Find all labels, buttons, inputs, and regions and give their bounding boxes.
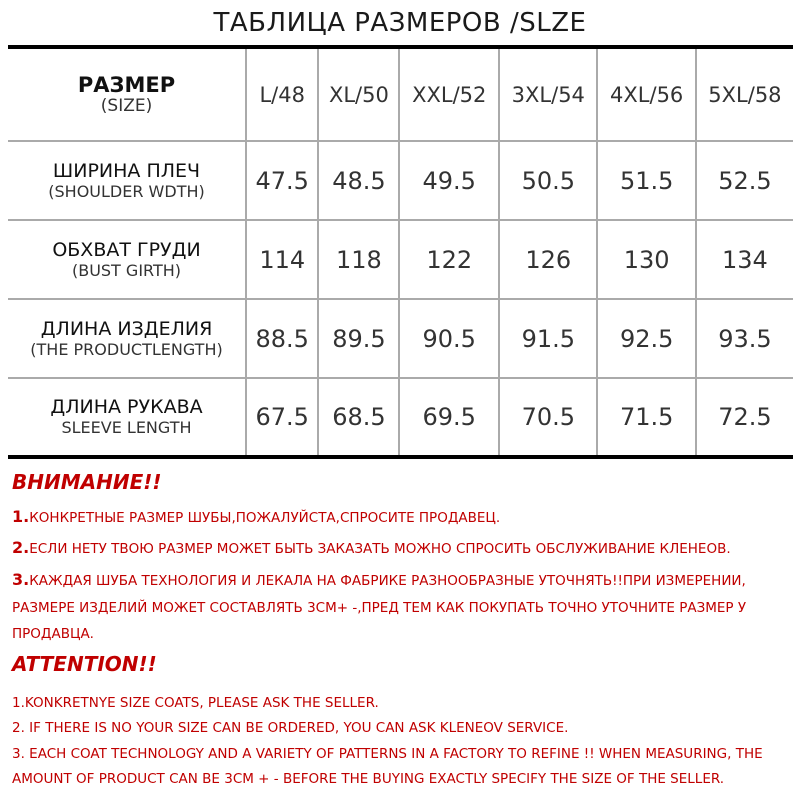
table-cell: 49.5: [399, 141, 499, 220]
header-label-en: (SIZE): [100, 95, 153, 116]
size-header: XL/50: [318, 49, 399, 141]
table-cell: 52.5: [696, 141, 793, 220]
row-label-cell: [8, 299, 246, 378]
note-ru-3-cont: РАЗМЕРЕ ИЗДЕЛИЙ МОЖЕТ СОСТАВЛЯТЬ 3СМ+ -,ПРЕД ТЕМ КАК ПОКУПАТЬ ТОЧНО УТОЧНИТЕ РАЗМЕР У: [12, 600, 747, 616]
attention-heading-ru: ВНИМАНИЕ!!: [12, 470, 162, 494]
table-cell: 72.5: [718, 403, 772, 431]
table-cell: 89.5: [318, 299, 399, 378]
header-label-cell: [8, 49, 246, 141]
row-label-ru: ДЛИНА РУКАВА: [50, 396, 203, 418]
note-text: КАЖДАЯ ШУБА ТЕХНОЛОГИЯ И ЛЕКАЛА НА ФАБРИКЕ РАЗНООБРАЗНЫЕ УТОЧНЯТЬ!!ПРИ ИЗМЕРЕНИИ,: [29, 573, 746, 589]
row-label-cell: [8, 141, 246, 220]
bottom-divider: [8, 455, 793, 459]
table-cell: 48.5: [318, 141, 399, 220]
size-header: L/48: [246, 49, 318, 141]
size-header: 3XL/54: [499, 49, 597, 141]
table-cell: 71.5: [597, 378, 695, 455]
note-en-1: 1.KONKRETNYE SIZE COATS, PLEASE ASK THE SELLER.: [12, 695, 379, 711]
size-header: 5XL/58: [696, 49, 793, 141]
table-cell: 92.5: [597, 299, 695, 378]
table-row: [8, 220, 793, 299]
table-cell: 91.5: [499, 299, 597, 378]
header-label-ru: РАЗМЕР: [77, 72, 176, 97]
row-label-ru: ШИРИНА ПЛЕЧ: [52, 159, 201, 182]
table-cell: 50.5: [499, 141, 597, 220]
note-text: КОНКРЕТНЫЕ РАЗМЕР ШУБЫ,ПОЖАЛУЙСТА,СПРОСИТЕ ПРОДАВЕЦ.: [29, 510, 501, 526]
table-cell: 88.5: [246, 299, 318, 378]
table-cell: 47.5: [246, 141, 318, 220]
note-number: 2.: [12, 538, 30, 557]
page-title: ТАБЛИЦА РАЗМЕРОВ /SLZE: [213, 8, 587, 38]
table-cell: 114: [246, 220, 318, 299]
row-label-ru: ДЛИНА ИЗДЕЛИЯ: [40, 317, 213, 340]
table-cell: 118: [318, 220, 399, 299]
note-ru-3: [12, 570, 746, 589]
note-en-2: 2. IF THERE IS NO YOUR SIZE CAN BE ORDERED, YOU CAN ASK KLENEOV SERVICE.: [12, 720, 569, 736]
note-ru-2: [12, 538, 731, 557]
row-label-en: (SHOULDER WDTH): [48, 181, 205, 201]
note-number: 3.: [12, 570, 30, 589]
table-cell: 67.5: [246, 378, 318, 455]
note-en-3: 3. EACH COAT TECHNOLOGY AND A VARIETY OF PATTERNS IN A FACTORY TO REFINE !! WHEN MEASURING, THE: [12, 746, 763, 762]
table-cell: 69.5: [399, 378, 499, 455]
row-label-cell: [8, 220, 246, 299]
row-label-en: (THE PRODUCTLENGTH): [30, 339, 223, 359]
row-label-en: (BUST GIRTH): [71, 260, 182, 280]
note-ru-3-cont: ПРОДАВЦА.: [12, 626, 94, 642]
table-cell: 126: [499, 220, 597, 299]
table-cell: 93.5: [696, 299, 793, 378]
table-cell: 134: [696, 220, 793, 299]
note-number: 1.: [12, 507, 30, 526]
row-label-ru: ОБХВАТ ГРУДИ: [52, 238, 201, 261]
row-label-en: SLEEVE LENGTH: [61, 418, 192, 437]
table-cell: 122: [399, 220, 499, 299]
row-label-cell: [8, 378, 246, 455]
table-row: [8, 299, 793, 378]
note-en-3-cont: AMOUNT OF PRODUCT CAN BE 3CM + - BEFORE THE BUYING EXACTLY SPECIFY THE SIZE OF THE SELLER.: [12, 771, 725, 787]
table-cell: 130: [597, 220, 695, 299]
table-header-row: [8, 49, 793, 141]
size-header: XXL/52: [399, 49, 499, 141]
table-row: [8, 141, 793, 220]
size-table: [8, 49, 793, 455]
table-cell: 90.5: [399, 299, 499, 378]
size-header: 4XL/56: [597, 49, 695, 141]
table-cell: 51.5: [597, 141, 695, 220]
note-ru-1: [12, 507, 500, 526]
table-cell: 70.5: [499, 378, 597, 455]
attention-heading-en: ATTENTION!!: [12, 652, 157, 676]
table-row: [8, 378, 793, 455]
note-text: ЕСЛИ НЕТУ ТВОЮ РАЗМЕР МОЖЕТ БЫТЬ ЗАКАЗАТЬ МОЖНО СПРОСИТЬ ОБСЛУЖИВАНИЕ КЛЕНЕОВ.: [29, 541, 731, 557]
table-cell: 68.5: [318, 378, 399, 455]
